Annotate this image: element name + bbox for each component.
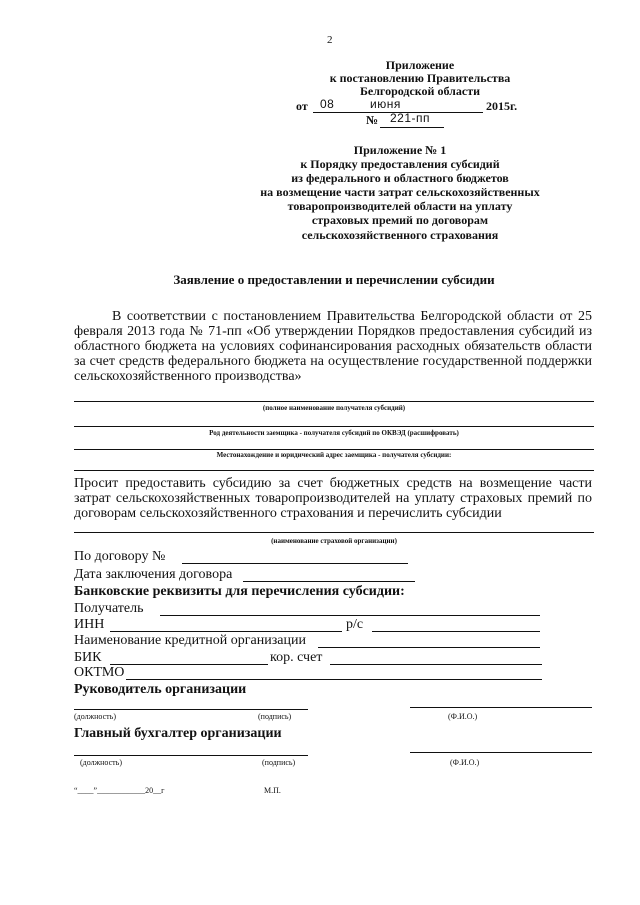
account-input-line[interactable]	[372, 631, 540, 632]
accountant-heading: Главный бухгалтер организации	[74, 726, 282, 741]
recipient-name-caption: (полное наименование получателя субсидий)	[262, 404, 406, 412]
number-prefix: №	[366, 113, 379, 127]
head-signature-caption: (подпись)	[258, 712, 292, 721]
activity-caption: Род деятельности заемщика - получателя субсидий по ОКВЭД (расшифровать)	[209, 429, 459, 437]
document-title: Заявление о предоставлении и перечислении субсидии	[173, 272, 495, 287]
appendix-line: к постановлению Правительства	[329, 71, 511, 85]
appendix-no1-line: на возмещение части затрат сельскохозяйственных	[260, 185, 540, 199]
contract-input-line[interactable]	[182, 563, 408, 564]
head-heading: Руководитель организации	[74, 682, 247, 697]
number-value: 221-пп	[390, 111, 431, 125]
oktmo-input-line[interactable]	[126, 679, 542, 680]
date-prefix: от	[296, 99, 308, 113]
accountant-signature-caption: (подпись)	[262, 758, 296, 767]
page-number: 2	[327, 34, 333, 46]
appendix-no1-line: товаропроизводителей области на уплату	[287, 199, 513, 213]
bank-name-label: Наименование кредитной организации	[74, 633, 306, 648]
recipient-input-line[interactable]	[160, 615, 540, 616]
bank-name-input-line[interactable]	[318, 647, 540, 648]
bik-label: БИК	[74, 650, 102, 665]
recipient-label: Получатель	[74, 601, 144, 616]
oktmo-label: ОКТМО	[74, 665, 125, 680]
appendix-title: Приложение	[385, 58, 455, 72]
bik-input-line[interactable]	[110, 664, 268, 665]
address-caption: Местонахождение и юридический адрес заемщика - получателя субсидии:	[216, 451, 452, 459]
bank-heading: Банковские реквизиты для перечисления субсидии:	[74, 584, 405, 599]
date-day: 08	[320, 97, 335, 111]
date-line: “____”____________20__г	[74, 786, 165, 795]
appendix-no1-line: сельскохозяйственного страхования	[301, 228, 499, 242]
intro-paragraph: В соответствии с постановлением Правительства Белгородской области от 25 февраля 2013 года № 71-пп «Об утверждении Порядков предоставления субсидий из областного бюджета на условиях софинансирования расходных обязательств области за счет средств федерального бюджета на осуществление государственной поддержки сельскохозяйственного производства»	[74, 309, 592, 384]
contract-date-input-line[interactable]	[243, 581, 415, 582]
inn-input-line[interactable]	[110, 631, 342, 632]
insurer-caption: (наименование страховой организации)	[271, 537, 397, 545]
contract-label: По договору №	[74, 549, 166, 564]
appendix-line: Белгородской области	[359, 84, 481, 98]
account-label: р/с	[346, 617, 364, 632]
accountant-position-caption: (должность)	[80, 758, 122, 767]
appendix-no1-line: к Порядку предоставления субсидий	[300, 157, 500, 171]
stamp-label: М.П.	[264, 786, 281, 795]
appendix-no1-title: Приложение № 1	[353, 143, 447, 157]
head-position-caption: (должность)	[74, 712, 116, 721]
appendix-no1-line: из федерального и областного бюджетов	[291, 171, 509, 185]
head-fio-caption: (Ф.И.О.)	[448, 712, 478, 721]
contract-date-label: Дата заключения договора	[74, 567, 233, 582]
date-month: июня	[370, 97, 401, 111]
request-paragraph: Просит предоставить субсидию за счет бюджетных средств на возмещение части затрат сельскохозяйственных товаропроизводителей на уплату страховых премий по договорам сельскохозяйственного страхования и перечислить субсидии	[74, 476, 592, 521]
date-year: 2015г.	[486, 99, 518, 113]
accountant-fio-caption: (Ф.И.О.)	[450, 758, 480, 767]
corr-account-label: кор. счет	[270, 650, 323, 665]
inn-label: ИНН	[74, 617, 105, 632]
appendix-no1-line: страховых премий по договорам	[311, 213, 489, 227]
corr-account-input-line[interactable]	[330, 664, 542, 665]
